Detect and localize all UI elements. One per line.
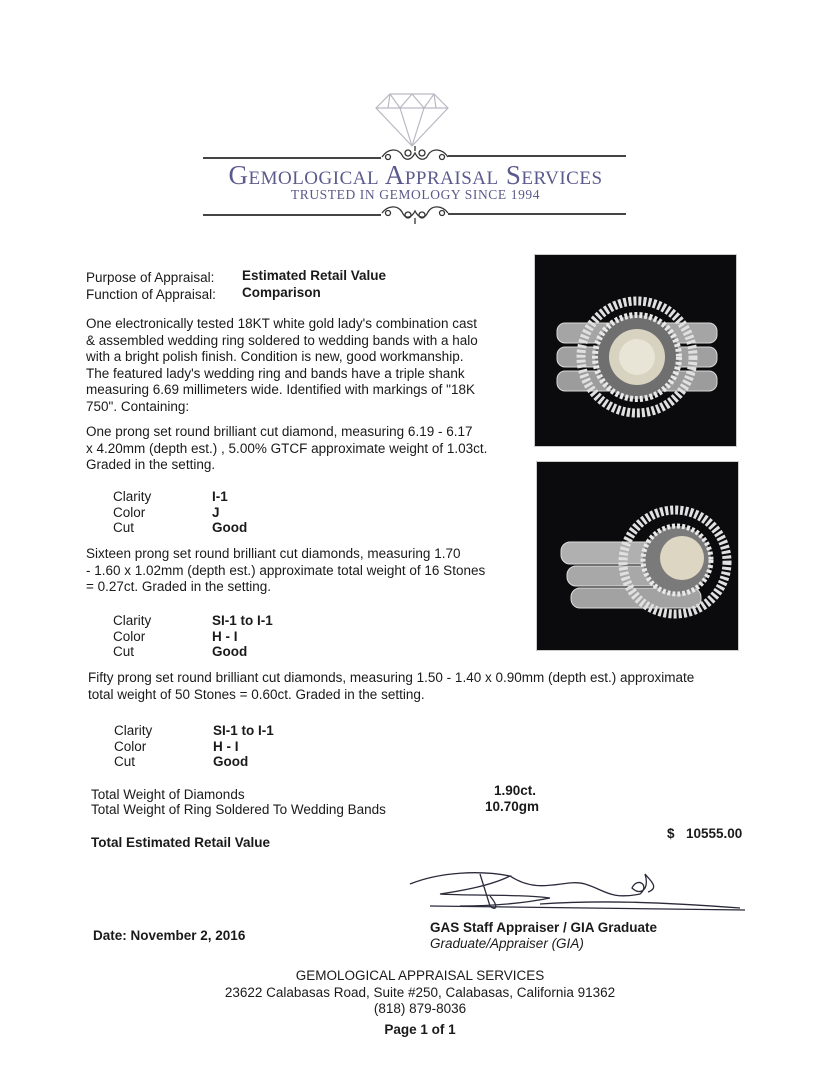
description-line: & assembled wedding ring soldered to wedding bands with a halo: [86, 332, 478, 348]
total-diamonds-label: Total Weight of Diamonds: [91, 787, 245, 802]
color-value: J: [212, 504, 220, 520]
stone-3-grades: [114, 723, 274, 770]
footer: [214, 968, 626, 1038]
stone-line: Sixteen prong set round brilliant cut diamonds, measuring 1.70: [86, 546, 461, 561]
company-tagline: TRUSTED IN GEMOLOGY SINCE 1994: [290, 187, 541, 202]
stone-3-description: [88, 670, 728, 703]
stone-2-description: [86, 546, 526, 596]
purpose-value: Estimated Retail Value: [242, 268, 387, 283]
flourish-bottom-icon: [380, 203, 450, 225]
appraiser-subtitle: Graduate/Appraiser (GIA): [430, 936, 584, 951]
clarity-value: I-1: [212, 489, 228, 504]
cut-label: Cut: [113, 520, 135, 535]
description-line: 750". Containing:: [86, 398, 190, 414]
stone-line: - 1.60 x 1.02mm (depth est.) approximate total weight of 16 Stones: [86, 562, 486, 578]
company-logo-title: Gemological Appraisal Services: [228, 160, 603, 190]
description-line: measuring 6.69 millimeters wide. Identified with markings of "18K: [86, 382, 475, 397]
cut-value: Good: [212, 520, 248, 535]
header-rule-top-left: [203, 157, 381, 159]
color-label: Color: [113, 504, 146, 520]
clarity-value: SI-1 to I-1: [212, 613, 273, 628]
stone-line: x 4.20mm (depth est.) , 5.00% GTCF approximate weight of 1.03ct.: [86, 440, 488, 456]
footer-address: 23622 Calabasas Road, Suite #250, Calabasas, California 91362: [224, 984, 616, 1000]
color-label: Color: [114, 738, 147, 754]
appraiser-title: GAS Staff Appraiser / GIA Graduate: [430, 920, 658, 935]
color-value: H - I: [213, 738, 239, 754]
cut-label: Cut: [114, 754, 136, 769]
total-diamonds-value: 1.90ct.: [494, 783, 537, 798]
stone-1-grades: [113, 489, 247, 536]
stone-line: One prong set round brilliant cut diamond, measuring 6.19 - 6.17: [86, 424, 473, 439]
header-rule-bottom-left: [203, 214, 381, 216]
function-value: Comparison: [242, 285, 321, 300]
ring-side-icon: [537, 462, 738, 650]
appraisal-date: Date: November 2, 2016: [93, 928, 246, 943]
stone-line: total weight of 50 Stones = 0.60ct. Graded in the setting.: [88, 686, 425, 702]
page-number: Page 1 of 1: [384, 1021, 456, 1037]
total-ring-label: Total Weight of Ring Soldered To Wedding Bands: [91, 802, 386, 817]
total-retail-label: Total Estimated Retail Value: [91, 835, 271, 850]
clarity-label: Clarity: [113, 613, 152, 628]
cut-value: Good: [212, 644, 248, 659]
footer-company: GEMOLOGICAL APPRAISAL SERVICES: [295, 968, 545, 983]
stone-line: = 0.27ct. Graded in the setting.: [86, 579, 271, 594]
stone-2-grades: [113, 613, 273, 660]
ring-photo-top: [535, 255, 736, 446]
ring-photo-side: [537, 462, 738, 650]
description-line: with a bright polish finish. Condition is new, good workmanship.: [86, 349, 464, 364]
purpose-label: Purpose of Appraisal:: [86, 270, 215, 285]
header-rule-top-right: [448, 155, 626, 157]
clarity-label: Clarity: [113, 489, 152, 504]
color-label: Color: [113, 628, 146, 644]
total-retail-value: 10555.00: [686, 826, 743, 841]
ring-top-icon: [535, 255, 736, 446]
description-line: The featured lady's wedding ring and bands have a triple shank: [86, 365, 465, 381]
signature-icon: [400, 866, 750, 916]
cut-label: Cut: [113, 644, 135, 659]
header-rule-bottom-right: [448, 213, 626, 215]
clarity-value: SI-1 to I-1: [213, 723, 274, 738]
stone-line: Graded in the setting.: [86, 457, 216, 472]
function-label: Function of Appraisal:: [86, 287, 216, 302]
diamond-icon: [372, 90, 452, 148]
description-line: One electronically tested 18KT white gold lady's combination cast: [86, 316, 478, 331]
total-retail-currency: $: [667, 826, 675, 841]
color-value: H - I: [212, 628, 238, 644]
total-ring-value: 10.70gm: [485, 799, 540, 814]
stone-1-description: [86, 424, 516, 474]
footer-phone: (818) 879-8036: [373, 1001, 467, 1016]
cut-value: Good: [213, 754, 249, 769]
stone-line: Fifty prong set round brilliant cut diamonds, measuring 1.50 - 1.40 x 0.90mm (depth est.) approximate: [88, 670, 695, 685]
clarity-label: Clarity: [114, 723, 153, 738]
item-description: [86, 316, 506, 415]
